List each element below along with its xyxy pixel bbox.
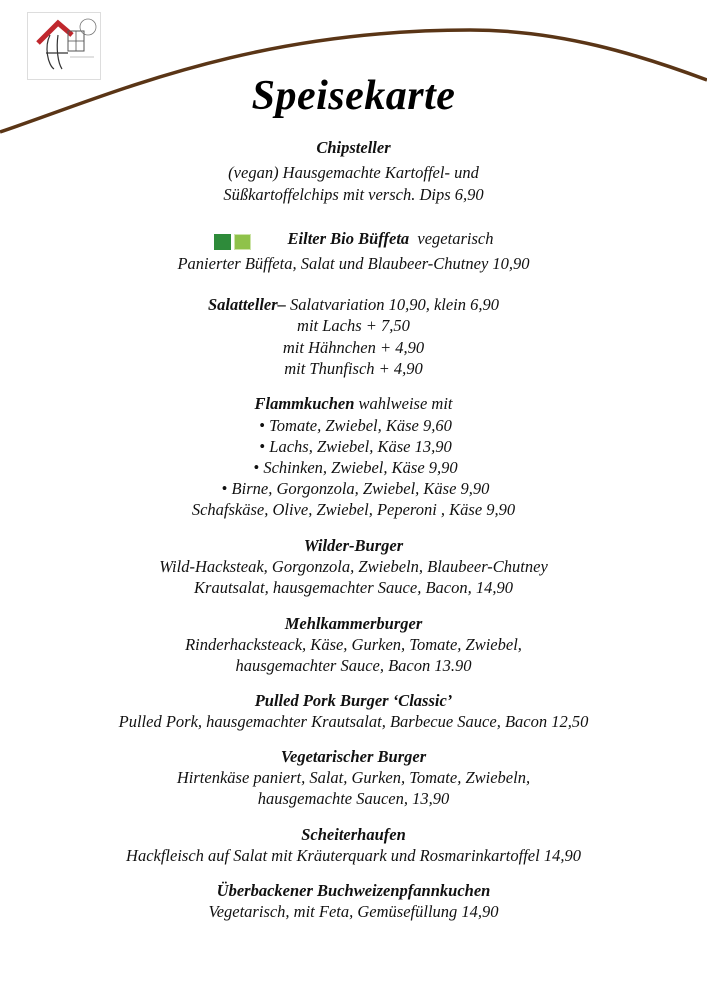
- list-item: Schafskäse, Olive, Zwiebel, Peperoni , Käse 9,90: [191, 500, 516, 519]
- bioland-logo-icon: [214, 234, 231, 250]
- eu-organic-logo-icon: [234, 234, 251, 250]
- menu-line: Salatvariation 10,90, klein 6,90: [290, 295, 500, 314]
- menu-line: Hackfleisch auf Salat mit Kräuterquark und Rosmarinkartoffel 14,90: [126, 846, 581, 865]
- bullet-icon: •: [259, 437, 266, 456]
- section-heading-wilder-burger: Wilder-Burger: [303, 536, 404, 555]
- menu-line: mit Thunfisch + 4,90: [284, 359, 423, 378]
- menu-item-bio-bueffeta: [0, 228, 707, 251]
- page-title: Speisekarte: [251, 73, 456, 119]
- section-heading-buchweizenpfannkuchen: Überbackener Buchweizenpfannkuchen: [216, 881, 491, 900]
- list-item: • Birne, Gorgonzola, Zwiebel, Käse 9,90: [0, 478, 707, 499]
- bullet-icon: •: [259, 416, 266, 435]
- list-item: • Lachs, Zwiebel, Käse 13,90: [0, 436, 707, 457]
- menu-tag: wahlweise mit: [358, 394, 453, 413]
- menu-tag: vegetarisch: [417, 229, 494, 248]
- section-heading-chipsteller: Chipsteller: [316, 138, 391, 157]
- menu-line: Hirtenkäse paniert, Salat, Gurken, Tomate, Zwiebeln,: [176, 768, 531, 787]
- menu-line: mit Lachs + 7,50: [297, 316, 410, 335]
- section-heading-salatteller: Salatteller–: [207, 295, 286, 314]
- organic-logos: [214, 230, 254, 251]
- section-heading-vegetarischer-burger: Vegetarischer Burger: [280, 747, 427, 766]
- menu-line: (vegan) Hausgemachte Kartoffel- und: [228, 163, 479, 182]
- menu-line: Krautsalat, hausgemachter Sauce, Bacon, 14,90: [194, 578, 513, 597]
- menu-line: mit Hähnchen + 4,90: [282, 338, 425, 357]
- menu-line: hausgemachte Saucen, 13,90: [257, 789, 450, 808]
- menu-line: Panierter Büffeta, Salat und Blaubeer-Chutney 10,90: [177, 254, 530, 273]
- menu-line: Wild-Hacksteak, Gorgonzola, Zwiebeln, Blaubeer-Chutney: [159, 557, 548, 576]
- menu-item-salatteller: [0, 294, 707, 315]
- restaurant-logo: [27, 12, 101, 80]
- bullet-icon: •: [253, 458, 260, 477]
- menu-item-flammkuchen: [0, 393, 707, 414]
- list-item: • Tomate, Zwiebel, Käse 9,60: [0, 415, 707, 436]
- menu-line: Pulled Pork, hausgemachter Krautsalat, Barbecue Sauce, Bacon 12,50: [118, 712, 589, 731]
- menu-line: Vegetarisch, mit Feta, Gemüsefüllung 14,90: [208, 902, 499, 921]
- section-heading-scheiterhaufen: Scheiterhaufen: [301, 825, 406, 844]
- menu-line: Rinderhacksteack, Käse, Gurken, Tomate, Zwiebel,: [185, 635, 522, 654]
- list-item: • Schinken, Zwiebel, Käse 9,90: [0, 457, 707, 478]
- bullet-icon: •: [221, 479, 228, 498]
- section-heading-flammkuchen: Flammkuchen: [254, 394, 355, 413]
- section-heading-pulled-pork: Pulled Pork Burger ‘Classic’: [254, 691, 453, 710]
- menu-line: Süßkartoffelchips mit versch. Dips 6,90: [223, 185, 484, 204]
- menu-line: hausgemachter Sauce, Bacon 13.90: [235, 656, 472, 675]
- section-heading-bio-bueffeta: Eilter Bio Büffeta: [287, 229, 410, 248]
- section-heading-mehlkammerburger: Mehlkammerburger: [284, 614, 423, 633]
